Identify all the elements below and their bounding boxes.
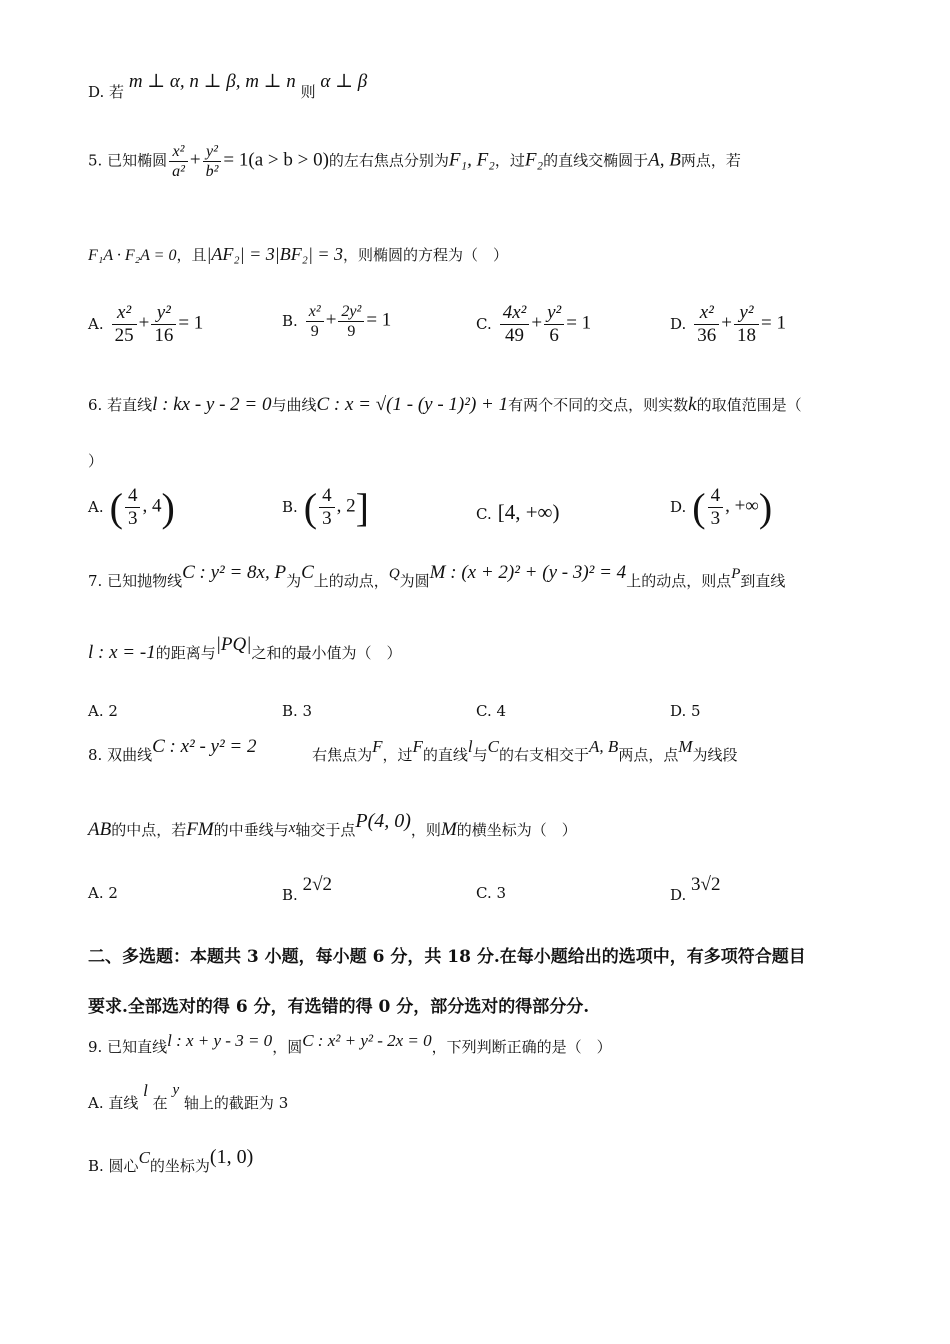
q7-stem (88, 562, 786, 592)
q6-stem (88, 394, 802, 416)
q5-opt-c-frac2: $\frac{\text{y²}}{6}$ (544, 302, 564, 347)
q4-option-d (88, 71, 368, 103)
q6-text-4: ） (88, 452, 104, 470)
q7-text-1: 为 (286, 572, 302, 590)
section-2-heading-line2: 要求.全部选对的得 6 分，有选错的得 0 分，部分选对的得部分分. (88, 997, 590, 1017)
q8-text-9: 的中垂线与 (213, 821, 289, 839)
q9-number: 9. 已知直线 (88, 1038, 168, 1056)
q8-option-a[interactable] (88, 884, 118, 902)
q7-parabola: C : y² = 8x, P (182, 562, 287, 583)
q7-line-eq: l : x = -1 (88, 642, 156, 663)
q8-text-8: 的中点，若 (111, 821, 187, 839)
q8-option-b[interactable] (282, 874, 333, 904)
q7-text-4: 上的动点，则点 (626, 572, 732, 590)
q8-opt-d-label: D. (670, 886, 687, 904)
q5-text-3: 的直线交椭圆于 (543, 151, 649, 170)
q5-points-ab: A, B (648, 149, 681, 171)
q8-text-1: 右焦点为 (312, 746, 373, 764)
q8-text-7: 为线段 (692, 746, 738, 764)
q6-opt-d-label: D. (670, 497, 687, 516)
q5-foci: F₁, F₂ (448, 149, 495, 171)
q9-text-2: ，下列判断正确的是（ ） (431, 1038, 612, 1056)
q5-dot-product: F₁A · F₂A = 0 (88, 247, 177, 264)
q7-opt-b: B. 3 (282, 702, 313, 720)
q5-opt-b-label: B. (282, 311, 298, 330)
q4-optd-then: 则 (300, 83, 316, 101)
q8-opt-c: C. 3 (476, 884, 507, 902)
q5-opt-c-frac1: $\frac{\text{4x²}}{49}$ (500, 302, 530, 347)
q7-option-c[interactable] (476, 702, 506, 720)
q5-opt-c-label: C. (476, 314, 492, 333)
section-2-heading-line1: 二、多选题：本题共 3 小题，每小题 6 分，共 18 分.在每小题给出的选项中，有多项符合题目 (88, 947, 806, 967)
q6-k: k (688, 394, 697, 415)
q6-curve-eq: C : x = √(1 - (y - 1)²) + 1 (316, 394, 509, 415)
q8-ab-segment: AB (88, 819, 112, 840)
q9-opt-b-text-1: 的坐标为 (149, 1157, 210, 1175)
q6-number: 6. 若直线 (88, 396, 153, 414)
q8-f: F (372, 737, 383, 756)
q7-opt-d: D. 5 (670, 702, 701, 720)
q8-m-2: M (440, 819, 457, 840)
q7-c: C (301, 562, 314, 583)
q9-opt-a-text-2: 轴上的截距为 3 (183, 1094, 289, 1112)
q7-option-d[interactable] (670, 702, 701, 720)
q8-text-4: 与 (472, 746, 488, 764)
q6-close-paren (88, 450, 103, 471)
q8-stem (88, 736, 738, 766)
q9-opt-a-label: A. 直线 (88, 1094, 139, 1112)
q5-text-4: 两点，若 (680, 151, 741, 170)
q8-opt-d-value: 3√2 (691, 874, 721, 895)
q8-text-10: 轴交于点 (295, 821, 356, 839)
q9-option-b[interactable] (88, 1146, 254, 1177)
q7-text-7: 之和的最小值为（ ） (251, 644, 402, 662)
q9-circle-eq: C : x² + y² - 2x = 0 (302, 1031, 432, 1050)
q8-m: M (678, 737, 693, 756)
q6-opt-a-frac: $\frac{4}{3}$ (125, 485, 141, 530)
q7-option-a[interactable] (88, 702, 118, 720)
q8-text-5: 的右支相交于 (499, 746, 590, 764)
q9-option-a[interactable] (88, 1081, 289, 1113)
q7-text-3: 为圆 (399, 572, 430, 590)
q5-opt-d-frac1: $\frac{\text{x²}}{36}$ (694, 302, 719, 347)
q8-opt-b-label: B. (282, 886, 298, 904)
q6-opt-c-label: C. (476, 505, 492, 523)
q6-text-2: 有两个不同的交点，则实数 (508, 396, 689, 414)
q9-text-1: ，圆 (272, 1038, 303, 1056)
q5-opt-a-label: A. (88, 314, 104, 333)
q8-number: 8. 双曲线 (88, 746, 153, 764)
q7-text-6: 的距离与 (155, 644, 216, 662)
q7-line2 (88, 634, 402, 664)
q5-opt-d-label: D. (670, 314, 687, 333)
q4-optd-conclusion: α ⊥ β (320, 71, 368, 92)
q5-text-5: ，且 (176, 246, 207, 264)
q5-condition: = 1(a > b > 0) (223, 149, 329, 171)
q8-line2 (88, 810, 577, 841)
q8-f-2: F (412, 737, 423, 756)
q5-length-cond: |AF₂| = 3|BF₂| = 3 (206, 244, 344, 264)
q5-number: 5. 已知椭圆 (88, 151, 168, 170)
q7-p: P (731, 566, 741, 582)
q5-stem: 5. 已知椭圆 $\frac{\text{x²}}{\text{a²}}$ + $\frac{\text{y²}}{\text{b²}}$ = 1(a > b > 0)的左右焦点分别为F₁, F₂，过F₂的直线交椭圆于A, B两点，若 (88, 143, 741, 180)
q8-option-c[interactable] (476, 884, 506, 902)
q6-opt-a-label: A. (88, 497, 104, 516)
q4-optd-label: D. 若 (88, 83, 125, 101)
q6-opt-b-frac: $\frac{4}{3}$ (319, 485, 335, 530)
q6-option-b[interactable]: B. ( $\frac{4}{3}$ , 2] (282, 485, 369, 530)
q5-opt-b-frac2: $\frac{\text{2y²}}{9}$ (338, 302, 364, 341)
q8-text-3: 的直线 (422, 746, 468, 764)
q8-option-d[interactable] (670, 874, 721, 904)
q6-opt-d-infinity: +∞ (734, 495, 759, 517)
q5-condition-line (88, 244, 508, 265)
q6-opt-c-value: [4, +∞) (497, 500, 560, 524)
q7-opt-a: A. 2 (88, 702, 118, 720)
q7-option-b[interactable] (282, 702, 312, 720)
q8-fm: FM (186, 819, 214, 840)
q5-option-b[interactable]: B. $\frac{\text{x²}}{9}$ + $\frac{\text{2y²}}{9}$ = 1 (282, 303, 392, 340)
q8-c: C (487, 737, 500, 756)
q5-opt-a-frac2: $\frac{\text{y²}}{16}$ (151, 302, 176, 347)
q8-opt-b-value: 2√2 (302, 874, 333, 895)
q6-opt-d-frac: $\frac{4}{3}$ (708, 485, 724, 530)
q8-text-2: ，过 (382, 746, 413, 764)
q9-opt-a-l: l (143, 1081, 148, 1100)
q7-q: Q (388, 566, 400, 582)
q8-l: l (467, 737, 473, 756)
q6-opt-b-label: B. (282, 497, 298, 516)
q5-text-1: 的左右焦点分别为 (328, 151, 449, 170)
q8-point-p: P(4, 0) (355, 810, 411, 832)
q6-line-eq: l : kx - y - 2 = 0 (152, 394, 272, 415)
q9-stem (88, 1031, 612, 1057)
q5-frac-x: $\frac{\text{x²}}{\text{a²}}$ (169, 142, 188, 181)
q5-opt-a-frac1: $\frac{\text{x²}}{25}$ (112, 302, 137, 347)
q7-opt-c: C. 4 (476, 702, 507, 720)
q6-option-d[interactable]: D. ( $\frac{4}{3}$ , +∞) (670, 485, 773, 530)
q7-number: 7. 已知抛物线 (88, 572, 183, 590)
q8-opt-a: A. 2 (88, 884, 118, 902)
q5-text-6: ，则椭圆的方程为（ ） (343, 246, 509, 264)
q9-opt-b-c: C (138, 1148, 150, 1167)
q5-option-d[interactable]: D. $\frac{\text{x²}}{36}$ + $\frac{\text{y²}}{18}$ = 1 (670, 302, 786, 346)
q7-text-2: 上的动点， (313, 572, 389, 590)
q9-opt-a-text-1: 在 (152, 1094, 168, 1112)
q9-opt-b-coord: (1, 0) (209, 1146, 254, 1168)
q7-pq: |PQ| (215, 634, 252, 655)
q8-text-6: 两点，点 (618, 746, 679, 764)
q7-text-5: 到直线 (740, 572, 786, 590)
q8-text-11: ，则 (410, 821, 441, 839)
q8-hyperbola: C : x² - y² = 2 (152, 736, 257, 757)
q6-option-a[interactable]: A. ( $\frac{4}{3}$ , 4) (88, 485, 175, 530)
q9-line-eq: l : x + y - 3 = 0 (167, 1031, 273, 1050)
q5-f2: F₂ (524, 149, 544, 171)
q5-text-2: ，过 (494, 151, 525, 170)
q9-opt-b-label: B. 圆心 (88, 1157, 139, 1175)
q5-option-c[interactable]: C. $\frac{\text{4x²}}{49}$ + $\frac{\text{y²}}{6}$ = 1 (476, 302, 592, 346)
q9-opt-a-y: y (172, 1082, 180, 1098)
q5-opt-b-frac1: $\frac{\text{x²}}{9}$ (306, 302, 324, 341)
q8-ab: A, B (589, 737, 619, 756)
q5-option-a[interactable]: A. $\frac{\text{x²}}{25}$ + $\frac{\text{y²}}{16}$ = 1 (88, 302, 204, 346)
q6-text-1: 与曲线 (271, 396, 317, 414)
q8-x: x (288, 820, 296, 836)
q6-text-3: 的取值范围是（ (696, 396, 802, 414)
q6-option-c[interactable] (476, 500, 560, 525)
q5-frac-y: $\frac{\text{y²}}{\text{b²}}$ (203, 142, 222, 181)
q5-opt-d-frac2: $\frac{\text{y²}}{18}$ (734, 302, 759, 347)
q7-circle: M : (x + 2)² + (y - 3)² = 4 (429, 562, 627, 583)
q4-optd-math: m ⊥ α, n ⊥ β, m ⊥ n (128, 71, 296, 92)
q8-text-12: 的横坐标为（ ） (456, 821, 577, 839)
